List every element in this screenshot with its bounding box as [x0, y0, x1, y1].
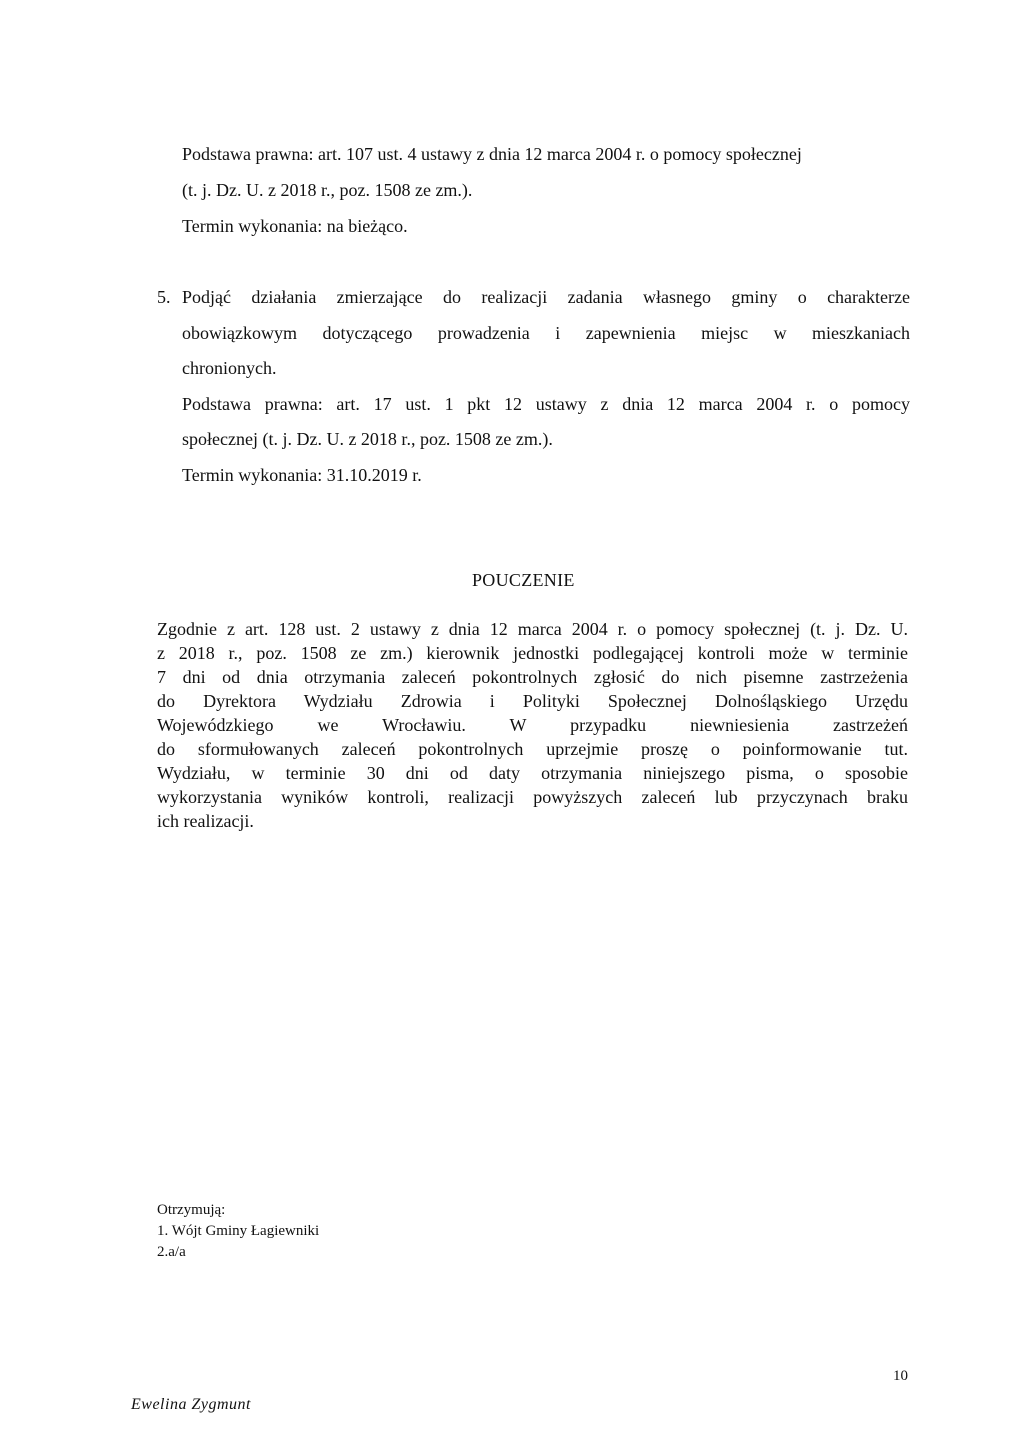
recipient-item: 1. Wójt Gminy Łagiewniki: [157, 1223, 320, 1239]
section5-text-line2: obowiązkowym dotyczącego prowadzenia i zapewnienia miejsc w mieszkaniach: [182, 323, 910, 343]
section5-deadline: Termin wykonania: 31.10.2019 r.: [182, 465, 422, 485]
recipients-heading: Otrzymują:: [157, 1202, 226, 1218]
section5-text-line1: Podjąć działania zmierzające do realizacji zadania własnego gminy o charakterze: [182, 287, 910, 307]
instruction-line: do sformułowanych zaleceń pokontrolnych uprzejmie proszę o poinformowanie tut.: [157, 739, 908, 759]
recipient-item: 2.a/a: [157, 1244, 186, 1260]
page-number: 10: [893, 1368, 908, 1384]
section5-legal-basis-line1: Podstawa prawna: art. 17 ust. 1 pkt 12 ustawy z dnia 12 marca 2004 r. o pomocy: [182, 394, 910, 414]
instruction-line: Wojewódzkiego we Wrocławiu. W przypadku niewniesienia zastrzeżeń: [157, 715, 908, 735]
instruction-line: Wydziału, w terminie 30 dni od daty otrzymania niniejszego pisma, o sposobie: [157, 763, 908, 783]
signature: Ewelina Zygmunt: [131, 1396, 251, 1413]
instruction-heading: POUCZENIE: [472, 570, 575, 590]
instruction-line: ich realizacji.: [157, 811, 254, 831]
instruction-line: z 2018 r., poz. 1508 ze zm.) kierownik jednostki podlegającej kontroli może w terminie: [157, 643, 908, 663]
section4-legal-basis-line2: (t. j. Dz. U. z 2018 r., poz. 1508 ze zm.).: [182, 180, 473, 200]
section4-deadline: Termin wykonania: na bieżąco.: [182, 216, 408, 236]
instruction-line: wykorzystania wyników kontroli, realizacji powyższych zaleceń lub przyczynach braku: [157, 787, 908, 807]
instruction-line: do Dyrektora Wydziału Zdrowia i Polityki Społecznej Dolnośląskiego Urzędu: [157, 691, 908, 711]
section5-legal-basis-line2: społecznej (t. j. Dz. U. z 2018 r., poz. 1508 ze zm.).: [182, 429, 553, 449]
section5-number: 5.: [157, 287, 171, 307]
section5-text-line3: chronionych.: [182, 358, 277, 378]
instruction-line: Zgodnie z art. 128 ust. 2 ustawy z dnia 12 marca 2004 r. o pomocy społecznej (t. j. Dz. U.: [157, 619, 908, 639]
section4-legal-basis-line1: Podstawa prawna: art. 107 ust. 4 ustawy z dnia 12 marca 2004 r. o pomocy społecznej: [182, 144, 802, 164]
instruction-line: 7 dni od dnia otrzymania zaleceń pokontrolnych zgłosić do nich pisemne zastrzeżenia: [157, 667, 908, 687]
